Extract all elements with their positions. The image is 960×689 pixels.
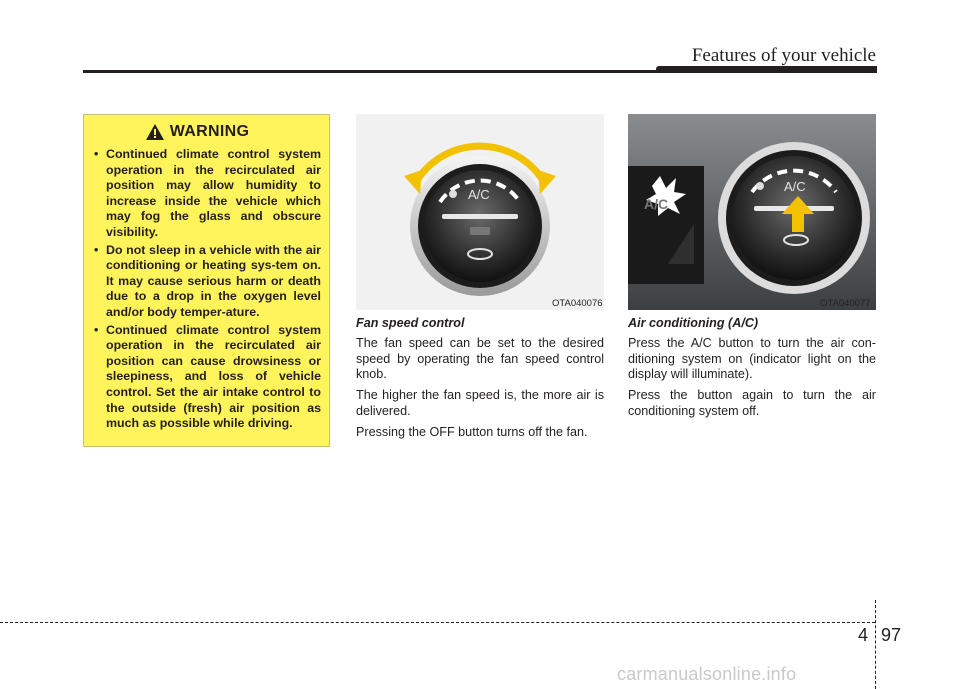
warning-item: • Do not sleep in a vehicle with the air conditioning or heating sys-tem on. It may cause serious harm or death due to a drop in the oxygen level and/or body temper-ature.	[94, 243, 321, 321]
ac-button-illustration	[628, 114, 876, 310]
paragraph: The fan speed can be set to the desired speed by operating the fan speed control knob.	[356, 335, 604, 382]
ac-button-figure	[628, 114, 876, 310]
footer-divider	[875, 600, 876, 689]
warning-triangle-icon	[146, 124, 164, 140]
section-heading: Fan speed control	[356, 316, 465, 330]
section-heading: Air conditioning (A/C)	[628, 316, 759, 330]
paragraph: Press the button again to turn the air conditioning system off.	[628, 388, 876, 418]
fig1-knob-label: A/C	[468, 187, 490, 202]
warning-box	[83, 114, 330, 447]
fig2-knob-label: A/C	[784, 179, 806, 194]
paragraph: Press the A/C button to turn the air con-ditioning system on (indicator light on the display will illuminate).	[628, 335, 876, 382]
figure-caption: OTA040077	[820, 298, 871, 309]
page-number: 97	[881, 625, 902, 645]
figure-caption: OTA040076	[552, 298, 603, 309]
paragraph: The higher the fan speed is, the more air is delivered.	[356, 388, 604, 418]
footer-rule	[0, 622, 875, 623]
fan-speed-section	[356, 316, 604, 446]
warning-header	[74, 123, 321, 141]
paragraph: Pressing the OFF button turns off the fan.	[356, 424, 588, 439]
header-rule-accent	[656, 66, 877, 72]
fig2-display-label: A/C	[644, 196, 669, 212]
chapter-number: 4	[858, 625, 869, 645]
watermark: carmanualsonline.info	[617, 664, 797, 684]
warning-item: • Continued climate control system operation in the recirculated air position may allow humidity to increase inside the vehicle which may fog the glass and obscure visibility.	[94, 147, 321, 241]
warning-title: WARNING	[169, 123, 250, 140]
warning-list	[94, 147, 321, 432]
air-conditioning-section	[628, 316, 876, 425]
fan-speed-knob-figure	[356, 114, 604, 310]
fan-speed-knob-illustration	[356, 114, 604, 310]
header-title: Features of your vehicle	[691, 45, 876, 66]
warning-item: • Continued climate control system operation in the recirculated air position can cause drowsiness or sleepiness, and loss of vehicle control. Set the air intake control to the outside (fresh) air position as much as possible while driving.	[94, 323, 321, 432]
